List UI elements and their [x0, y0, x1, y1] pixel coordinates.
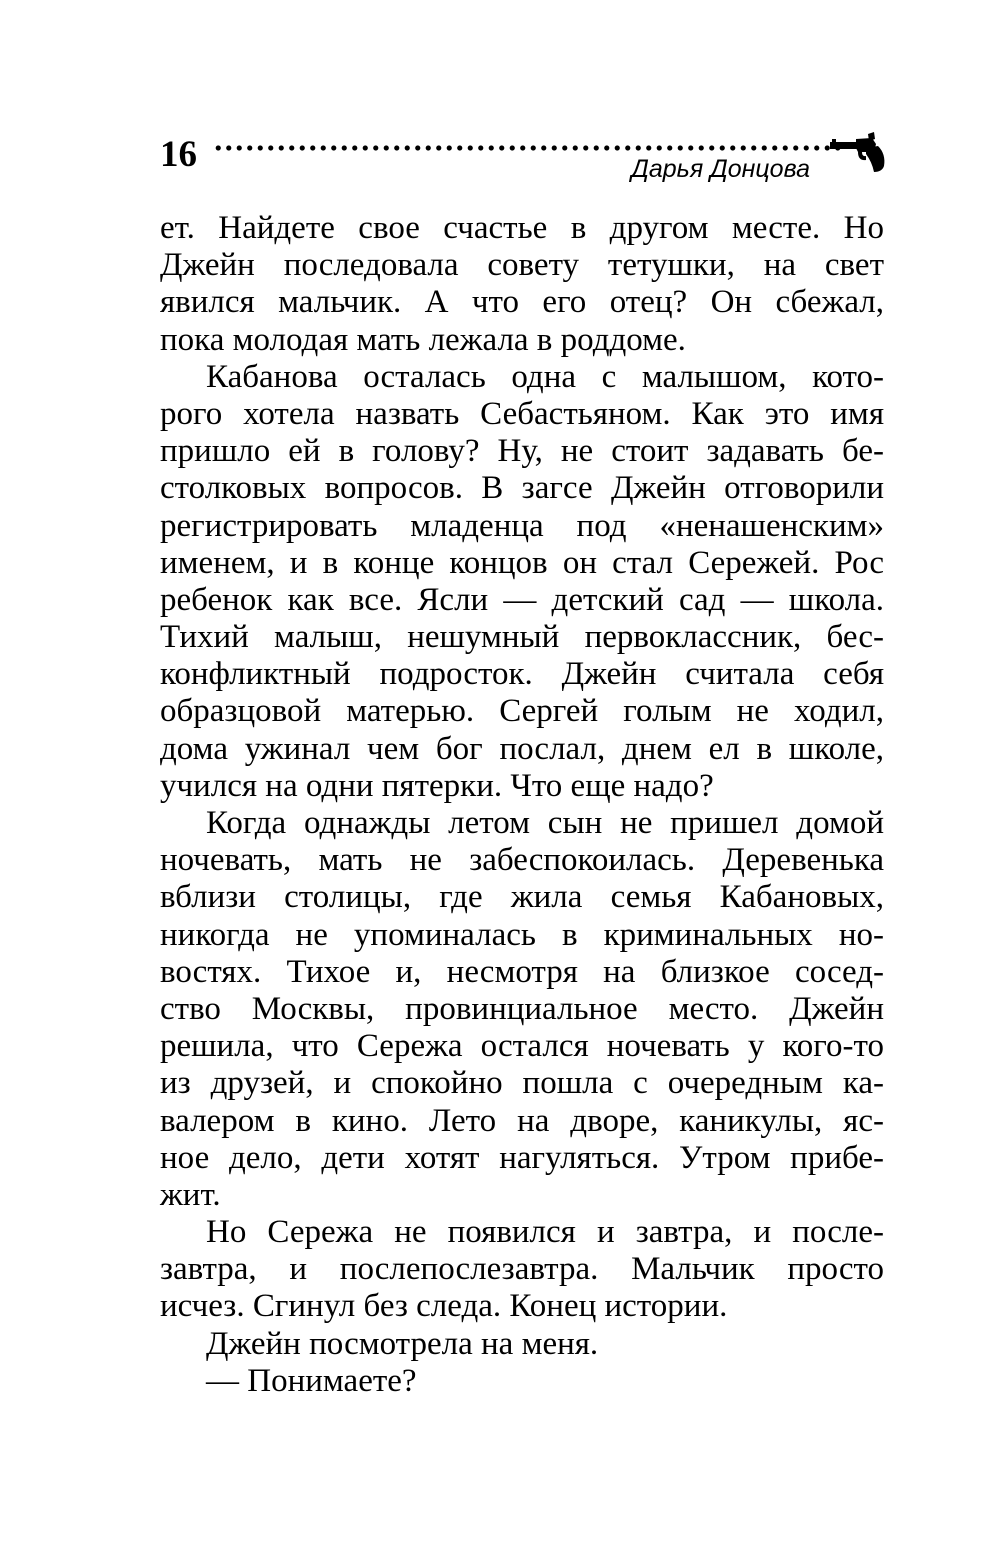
text-line: образцовой матерью. Сергей голым не ходил,	[160, 693, 884, 730]
text-line: валером в кино. Лето на дворе, каникулы, яс-	[160, 1102, 884, 1139]
paragraph	[160, 1363, 884, 1400]
text-line: — Понимаете?	[206, 1362, 417, 1399]
text-line: ребенок как все. Ясли — детский сад — школа.	[160, 581, 884, 618]
text-line: Но Сережа не появился и завтра, и после-	[206, 1214, 884, 1251]
paragraph	[160, 805, 884, 1214]
text-line: востях. Тихое и, несмотря на близкое сосед-	[160, 953, 884, 990]
text-line: решила, что Сережа остался ночевать у кого-то	[160, 1028, 884, 1065]
text-line: ное дело, дети хотят нагуляться. Утром прибе-	[160, 1139, 884, 1176]
text-line: Тихий малыш, нешумный первоклассник, бес-	[160, 619, 884, 656]
text-line: вблизи столицы, где жила семья Кабановых,	[160, 879, 884, 916]
text-line: Джейн посмотрела на меня.	[206, 1325, 599, 1362]
text-line: конфликтный подросток. Джейн считала себя	[160, 656, 884, 693]
text-line: Джейн последовала совету тетушки, на свет	[160, 247, 884, 284]
text-line: учился на одни пятерки. Что еще надо?	[160, 767, 714, 804]
text-line: ет. Найдете свое счастье в другом месте. Но	[160, 210, 884, 246]
text-line: дома ужинал чем бог послал, днем ел в школе,	[160, 730, 884, 767]
text-line: столковых вопросов. В загсе Джейн отговорили	[160, 470, 884, 507]
text-line: пока молодая мать лежала в роддоме.	[160, 321, 686, 358]
text-line: никогда не упоминалась в криминальных но-	[160, 916, 884, 953]
paragraph	[160, 210, 884, 359]
paragraph	[160, 359, 884, 805]
text-line: ночевать, мать не забеспокоилась. Деревенька	[160, 842, 884, 879]
text-line: Кабанова осталась одна с малышом, кото-	[206, 358, 884, 395]
text-line: Когда однажды летом сын не пришел домой	[206, 805, 884, 841]
text-line: ство Москвы, провинциальное место. Джейн	[160, 990, 884, 1027]
paragraph	[160, 1326, 884, 1363]
text-line: регистрировать младенца под «ненашенским»	[160, 507, 884, 544]
text-line: жит.	[160, 1176, 221, 1213]
text-line: рого хотела назвать Себастьяном. Как это имя	[160, 395, 884, 432]
text-line: из друзей, и спокойно пошла с очередным ка-	[160, 1065, 884, 1102]
book-author: Дарья Донцова	[631, 155, 810, 183]
paragraph	[160, 1214, 884, 1326]
text-line: именем, и в конце концов он стал Сережей. Рос	[160, 544, 884, 581]
text-line: пришло ей в голову? Ну, не стоит задавать бе-	[160, 433, 884, 470]
text-line: исчез. Сгинул без следа. Конец истории.	[160, 1288, 728, 1325]
page-number: 16	[160, 134, 197, 175]
text-line: явился мальчик. А что его отец? Он сбежал,	[160, 284, 884, 321]
text-line: завтра, и послепослезавтра. Мальчик просто	[160, 1251, 884, 1288]
revolver-icon	[828, 130, 888, 174]
dotted-rule	[213, 144, 845, 152]
page-body-text	[160, 210, 884, 1400]
